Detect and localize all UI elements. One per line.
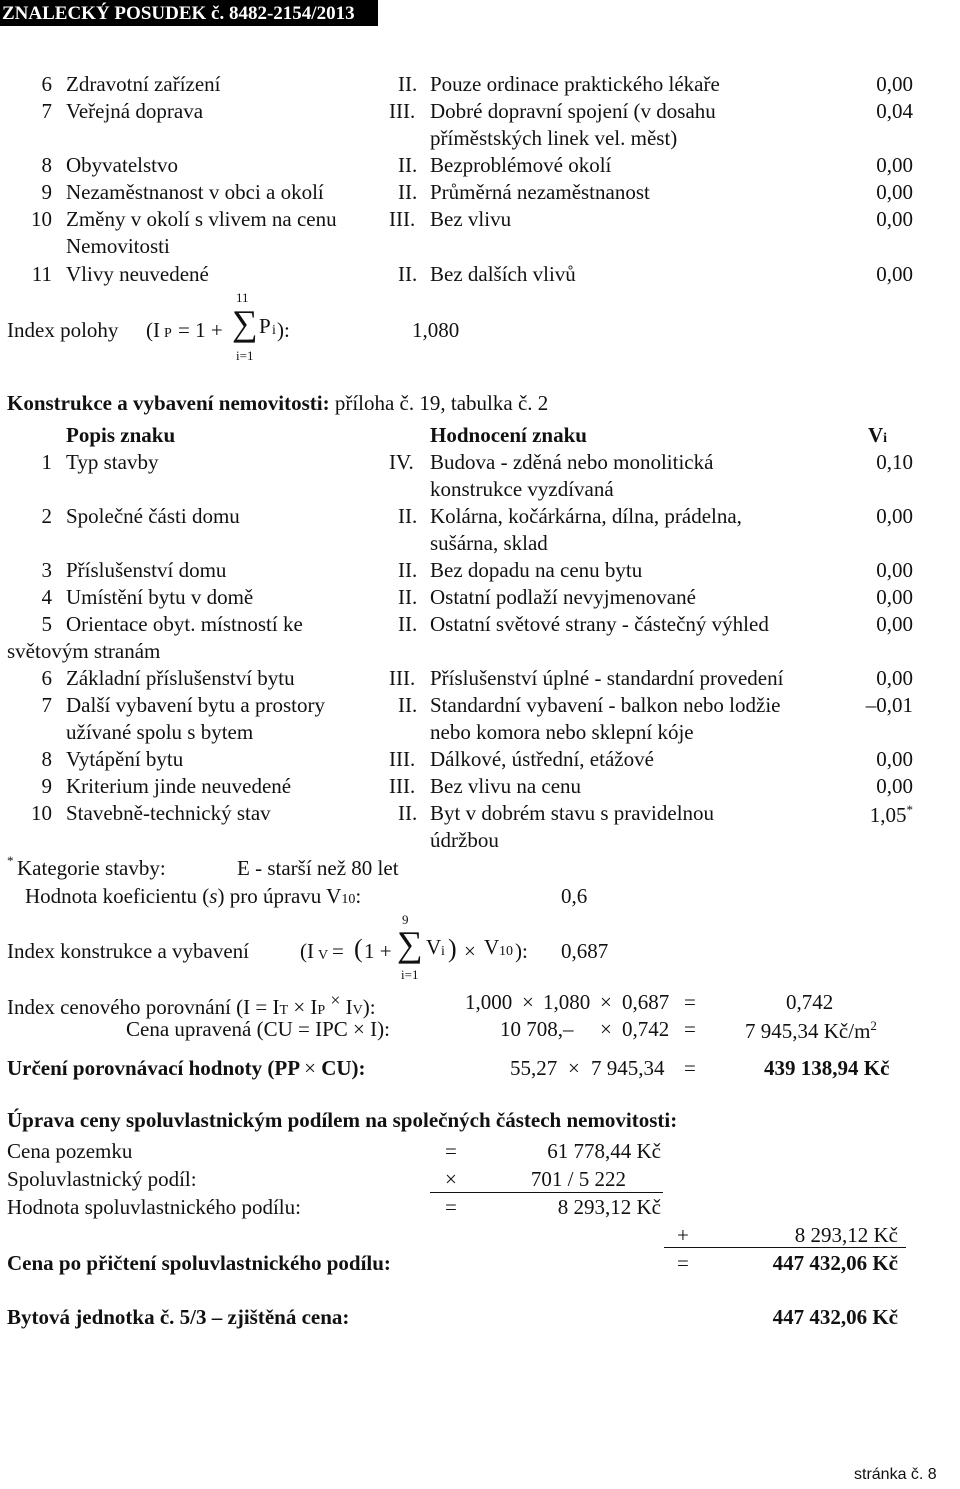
row-value: 0,00 (876, 747, 913, 771)
formula-sub-i: i (272, 323, 276, 338)
koef-pre: Hodnota koeficientu ( (25, 884, 210, 908)
koeficient-label (25, 886, 361, 907)
row-number: 7 (41, 693, 52, 717)
row-category: III. (389, 747, 416, 771)
construction-heading-ref: příloha č. 19, tabulka č. 2 (334, 391, 549, 415)
urceni-times: × (304, 1056, 316, 1080)
row-category: III. (389, 207, 416, 231)
plus-sign: + (677, 1223, 689, 1247)
row-category: II. (398, 72, 418, 96)
koef-s: s (209, 884, 218, 908)
koef-sub: 10 (341, 892, 356, 907)
cu-calc-x: × (600, 1017, 612, 1041)
urceni-calc-a: 55,27 (510, 1056, 558, 1080)
cu-calc-a: 10 708,– (500, 1017, 574, 1041)
row-category: III. (389, 99, 416, 123)
formula-v10: V (484, 935, 500, 959)
row-name: Typ stavby (66, 450, 159, 474)
formula-close: ): (277, 318, 290, 342)
cmp-sub-p: P (317, 1003, 326, 1018)
row-value: 0,00 (876, 504, 913, 528)
row-number: 3 (41, 558, 52, 582)
row-value: 0,00 (876, 72, 913, 96)
divider (430, 1192, 663, 1193)
row-name: Nezaměstnanost v obci a okolí (66, 180, 324, 204)
row-category: II. (398, 558, 418, 582)
row-number: 6 (41, 666, 52, 690)
divider (664, 1247, 906, 1248)
urceni-label-text: Určení porovnávací hodnoty (PP (7, 1056, 299, 1080)
formula-v: V (426, 935, 442, 959)
paren-close: ) (448, 934, 457, 963)
uprava-row-op: × (445, 1167, 457, 1191)
row-name-cont: užívané spolu s bytem (66, 720, 254, 744)
uprava-row-value: 701 / 5 222 (530, 1167, 626, 1191)
sum-upper-limit: 11 (236, 290, 249, 305)
uprava-row-value: 61 778,44 Kč (547, 1139, 661, 1163)
cu-result (745, 1019, 877, 1042)
row-category: II. (398, 153, 418, 177)
total-label: Cena po přičtení spoluvlastnického podílu: (7, 1251, 391, 1275)
row-category: III. (389, 666, 416, 690)
row-name: Obyvatelstvo (66, 153, 178, 177)
row-number: 6 (41, 72, 52, 96)
paren-open: ( (354, 934, 363, 963)
row-name: Základní příslušenství bytu (66, 666, 295, 690)
cmp-result: 0,742 (786, 990, 834, 1014)
row-value: 0,10 (876, 450, 913, 474)
final-label: Bytová jednotka č. 5/3 – zjištěná cena: (7, 1305, 350, 1329)
row-description-cont: sušárna, sklad (430, 531, 548, 555)
koef-post: ) pro úpravu V (217, 884, 342, 908)
index-polohy-label: Index polohy (7, 318, 119, 342)
row-value: 0,00 (876, 262, 913, 286)
cmp-sub-v: V (352, 1003, 363, 1018)
row-category: II. (398, 504, 418, 528)
cmp-eq: = (684, 990, 696, 1014)
formula-sub-10: 10 (499, 944, 513, 959)
cu-label-end: I): (370, 1017, 390, 1041)
row-description-cont: údržbou (430, 828, 499, 852)
row-number: 7 (41, 99, 52, 123)
col-header-v-letter: V (868, 423, 884, 447)
row-description: Byt v dobrém stavu s pravidelnou (430, 801, 715, 825)
urceni-label (7, 1058, 366, 1079)
row-description: Bezproblémové okolí (430, 153, 612, 177)
cmp-sub-t: T (279, 1003, 289, 1018)
row-description-cont: konstrukce vyzdívaná (430, 477, 614, 501)
col-header-popis: Popis znaku (66, 423, 176, 447)
page-number: stránka č. 8 (854, 1466, 937, 1483)
row-description: Bez dopadu na cenu bytu (430, 558, 643, 582)
row-description: Průměrná nezaměstnanost (430, 180, 650, 204)
cmp-ip: I (310, 995, 318, 1019)
total-value: 447 432,06 Kč (772, 1251, 898, 1275)
row-value: 0,04 (876, 99, 913, 123)
construction-heading (7, 393, 548, 414)
uprava-row-label: Cena pozemku (7, 1139, 133, 1163)
row-description: Kolárna, kočárkárna, dílna, prádelna, (430, 504, 742, 528)
times-sign: × (464, 939, 476, 963)
formula-one-plus: 1 + (364, 939, 392, 963)
cu-label: Cena upravená (CU = IPC (126, 1017, 348, 1041)
row-name-cont: Nemovitosti (66, 234, 170, 258)
row-category: III. (389, 774, 416, 798)
cmp-iv: I (345, 995, 353, 1019)
footnote-mark: * (906, 802, 913, 817)
cu-times: × (353, 1017, 365, 1041)
row-number: 10 (31, 207, 52, 231)
cmp-calc-b: 1,080 (543, 990, 591, 1014)
row-name: Veřejná doprava (66, 99, 204, 123)
row-name: Společné části domu (66, 504, 240, 528)
uprava-row-op: = (445, 1195, 457, 1219)
row-category: II. (398, 585, 418, 609)
row-description: Příslušenství úplné - standardní provedení (430, 666, 784, 690)
row-name: Umístění bytu v domě (66, 585, 254, 609)
sum-upper-limit: 9 (402, 912, 409, 927)
row-number: 1 (41, 450, 52, 474)
row-category: IV. (389, 450, 414, 474)
row-value-number: 1,05 (869, 803, 907, 827)
row-number: 8 (41, 747, 52, 771)
index-konstrukce-value: 0,687 (561, 939, 609, 963)
urceni-label-end: CU): (321, 1056, 366, 1080)
cu-calc-b: 0,742 (622, 1017, 670, 1041)
document-title: ZNALECKÝ POSUDEK č. 8482-2154/2013 (2, 3, 355, 24)
cmp-calc-x2: × (600, 990, 612, 1014)
row-value: 0,00 (876, 207, 913, 231)
row-value: 0,00 (876, 585, 913, 609)
index-konstrukce-label: Index konstrukce a vybavení (7, 939, 250, 963)
row-number: 5 (41, 612, 52, 636)
row-number: 9 (41, 774, 52, 798)
kategorie-label: Kategorie stavby: (17, 856, 166, 880)
urceni-calc-b: 7 945,34 (591, 1056, 665, 1080)
row-number: 11 (31, 262, 52, 286)
plus-value: 8 293,12 Kč (794, 1223, 898, 1247)
koeficient-value: 0,6 (561, 884, 588, 908)
uprava-row-op: = (445, 1139, 457, 1163)
row-value (820, 803, 913, 826)
formula-open: (I (146, 318, 160, 342)
cena-upravena-label (126, 1019, 390, 1040)
sum-sign: ∑ (232, 303, 258, 343)
index-polohy-value: 1,080 (412, 318, 460, 342)
cmp-calc-a: 1,000 (465, 990, 513, 1014)
row-value: 0,00 (876, 612, 913, 636)
row-value: 0,00 (876, 153, 913, 177)
row-category: II. (398, 612, 418, 636)
kategorie-value: E - starší než 80 let (237, 856, 399, 880)
cmp-label: Index cenového porovnání (I = I (7, 995, 280, 1019)
cmp-close: ): (362, 995, 376, 1019)
row-name: Zdravotní zařízení (66, 72, 221, 96)
row-description: Pouze ordinace praktického lékaře (430, 72, 720, 96)
sum-sign: ∑ (397, 924, 423, 964)
formula-open: (I (300, 939, 314, 963)
formula-close: ): (515, 939, 528, 963)
row-category: II. (398, 262, 418, 286)
row-number: 10 (31, 801, 52, 825)
uprava-heading: Úprava ceny spoluvlastnickým podílem na společných částech nemovitosti: (7, 1108, 678, 1132)
row-value: 0,00 (876, 774, 913, 798)
row-name: Vytápění bytu (66, 747, 184, 771)
row-description: Bez vlivu (430, 207, 512, 231)
uprava-row-label: Spoluvlastnický podíl: (7, 1167, 197, 1191)
formula-eq: = (332, 939, 344, 963)
urceni-calc-x: × (568, 1056, 580, 1080)
col-header-v-sub: i (883, 431, 888, 446)
row-description: Bez vlivu na cenu (430, 774, 582, 798)
row-name: Kriterium jinde neuvedené (66, 774, 292, 798)
row-name: Orientace obyt. místností ke (66, 612, 303, 636)
uprava-row-label: Hodnota spoluvlastnického podílu: (7, 1195, 301, 1219)
row-number: 2 (41, 504, 52, 528)
formula-sub-p: P (164, 326, 172, 341)
row-name: Vlivy neuvedené (66, 262, 209, 286)
row-category: II. (398, 180, 418, 204)
row-description: Dobré dopravní spojení (v dosahu (430, 99, 716, 123)
document-header (0, 0, 378, 26)
formula-sub-v: V (318, 948, 329, 963)
row-description: Standardní vybavení - balkon nebo lodžie (430, 693, 781, 717)
cmp-times: × (293, 995, 306, 1019)
sum-lower-limit: i=1 (236, 348, 254, 363)
uprava-row-value: 8 293,12 Kč (557, 1195, 661, 1219)
final-value: 447 432,06 Kč (772, 1305, 898, 1329)
koef-colon: : (355, 884, 362, 908)
footnote-star: * (7, 853, 14, 868)
row-name: Další vybavení bytu a prostory (66, 693, 325, 717)
urceni-eq: = (684, 1056, 696, 1080)
col-header-hodnoceni: Hodnocení znaku (430, 423, 587, 447)
sum-lower-limit: i=1 (401, 967, 419, 982)
cmp-calc-c: 0,687 (622, 990, 670, 1014)
row-category: II. (398, 693, 418, 717)
total-eq: = (677, 1251, 689, 1275)
index-porovnani-label (7, 992, 376, 1018)
row-description-cont: příměstských linek vel. měst) (430, 126, 678, 150)
row-name: Změny v okolí s vlivem na cenu (66, 207, 337, 231)
row-description: Ostatní podlaží nevyjmenované (430, 585, 696, 609)
row-description: Ostatní světové strany - částečný výhled (430, 612, 769, 636)
cmp-calc-x1: × (522, 990, 534, 1014)
row-name-cont: světovým stranám (7, 639, 161, 663)
urceni-result: 439 138,94 Kč (764, 1056, 890, 1080)
formula-sub-i: i (441, 944, 445, 959)
formula-p: P (259, 314, 271, 338)
row-name: Příslušenství domu (66, 558, 227, 582)
formula-mid: = 1 + (178, 318, 223, 342)
row-value: –0,01 (865, 693, 913, 717)
cmp-times: × (330, 990, 341, 1010)
row-description-cont: nebo komora nebo sklepní kóje (430, 720, 694, 744)
row-value: 0,00 (876, 666, 913, 690)
row-number: 4 (41, 585, 52, 609)
cu-result-sup: 2 (870, 1018, 877, 1033)
col-header-v (868, 425, 887, 446)
row-number: 9 (41, 180, 52, 204)
row-description: Bez dalších vlivů (430, 262, 576, 286)
row-name: Stavebně-technický stav (66, 801, 271, 825)
row-value: 0,00 (876, 558, 913, 582)
row-category: II. (398, 801, 418, 825)
construction-heading-bold: Konstrukce a vybavení nemovitosti: (7, 391, 330, 415)
cu-result-value: 7 945,34 Kč/m (745, 1019, 871, 1043)
row-description: Budova - zděná nebo monolitická (430, 450, 714, 474)
cu-eq: = (684, 1017, 696, 1041)
row-number: 8 (41, 153, 52, 177)
row-value: 0,00 (876, 180, 913, 204)
row-description: Dálkové, ústřední, etážové (430, 747, 654, 771)
